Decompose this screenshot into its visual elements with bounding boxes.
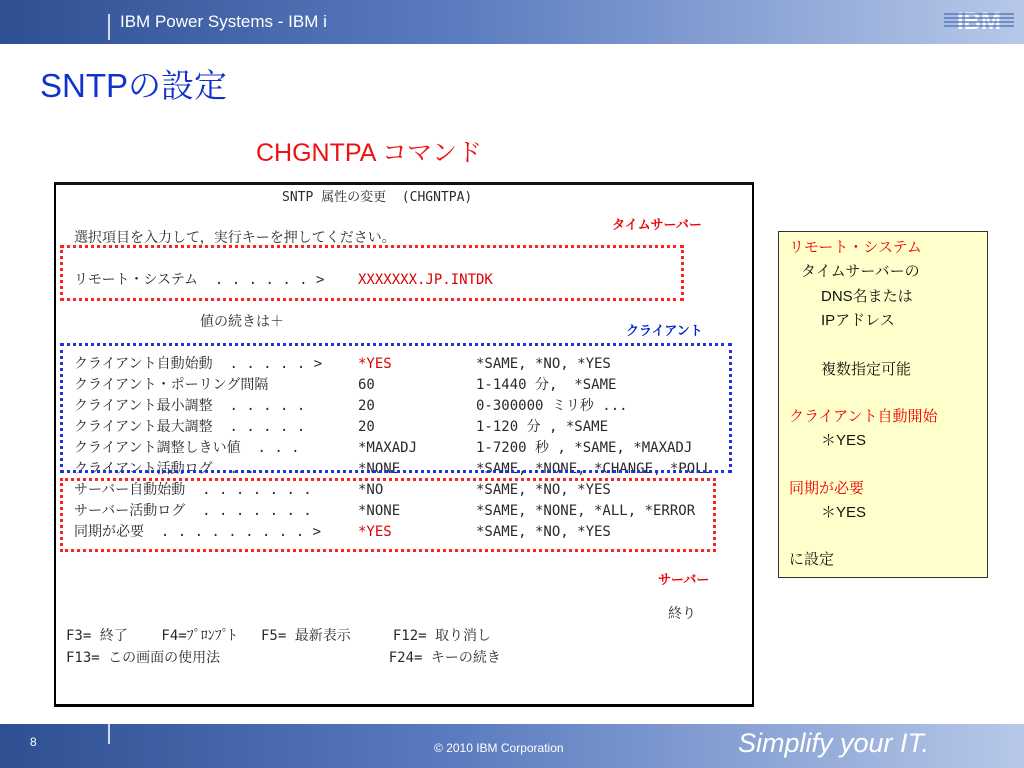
server-annotation: サーバー [658,572,710,587]
param-label: クライアント調整しきい値 . . . [74,440,300,456]
function-keys-row1[interactable]: F3= 終了 F4=ﾌﾟﾛﾝﾌﾟﾄ F5= 最新表示 F12= 取り消し [66,628,492,644]
end-indicator: 終り [668,606,696,622]
param-label: クライアント自動始動 . . . . . > [74,356,323,372]
remote-system-value[interactable]: XXXXXXX.JP.INTDK [358,272,493,288]
header-divider [108,14,110,40]
ibm-logo-text: IBM [957,8,1001,34]
param-value[interactable]: *NONE [358,503,401,519]
note-box [778,231,988,578]
remote-system-label: リモート・システム . . . . . . > [74,272,325,288]
note-yes-1: ＊YES [821,432,867,449]
header-title: IBM Power Systems - IBM i [120,12,327,31]
page-number: 8 [30,735,37,749]
param-label: クライアント活動ログ . . . . . [74,461,306,477]
param-label: クライアント・ポーリング間隔 [74,377,269,393]
note-dns-name: DNS名または [821,288,913,305]
note-yes-2: ＊YES [821,504,867,521]
note-sync-required: 同期が必要 [789,480,865,497]
note-client-autostart: クライアント自動開始 [789,408,938,425]
param-label: サーバー自動始動 . . . . . . . [74,482,312,498]
param-label: クライアント最小調整 . . . . . [74,398,306,414]
note-time-server: タイムサーバーの [801,263,920,280]
continued-indicator: 値の続きは＋ [200,314,284,330]
param-choices: *SAME, *NO, *YES [476,524,611,540]
param-choices: *SAME, *NONE, *ALL, *ERROR [476,503,696,519]
param-value[interactable]: *YES [358,356,392,372]
param-choices: 1-1440 分, *SAME [476,377,617,393]
note-remote-system: リモート・システム [789,239,922,256]
time-server-highlight [60,245,684,301]
note-ip-address: IPアドレス [821,312,895,329]
param-choices: *SAME, *NO, *YES [476,356,611,372]
footer-band [0,724,1024,768]
param-value[interactable]: *MAXADJ [358,440,418,456]
param-choices: *SAME, *NONE, *CHANGE, *POLL [476,461,713,477]
function-keys-row2[interactable]: F13= この画面の使用法 F24= キーの続き [66,650,501,666]
param-label: サーバー活動ログ . . . . . . . [74,503,312,519]
screen-title: SNTP 属性の変更 (CHGNTPA) [282,190,473,205]
ibm-logo [944,8,1014,34]
server-highlight [60,478,716,552]
note-multiple: 複数指定可能 [821,361,912,378]
param-value[interactable]: *YES [358,524,392,540]
param-value[interactable]: *NONE [358,461,401,477]
param-value[interactable]: 60 [358,377,375,393]
screen-instruction: 選択項目を入力して，実行キーを押してください。 [74,230,396,246]
client-annotation: クライアント [626,323,703,338]
time-server-annotation: タイムサーバー [612,217,702,232]
slide-subtitle: CHGNTPA コマンド [256,139,482,167]
copyright: © 2010 IBM Corporation [434,741,564,755]
param-choices: *SAME, *NO, *YES [476,482,611,498]
param-label: クライアント最大調整 . . . . . [74,419,306,435]
client-highlight [60,343,732,473]
slide-title: SNTPの設定 [40,67,228,104]
param-choices: 1-120 分 , *SAME [476,419,609,435]
param-choices: 0-300000 ミリ秒 ... [476,398,628,414]
param-value[interactable]: 20 [358,419,375,435]
param-label: 同期が必要 . . . . . . . . . > [74,524,322,540]
note-set-to: に設定 [789,551,835,568]
header-band [0,0,1024,44]
footer-divider [108,724,110,744]
param-choices: 1-7200 秒 , *SAME, *MAXADJ [476,440,693,456]
param-value[interactable]: 20 [358,398,375,414]
param-value[interactable]: *NO [358,482,384,498]
slogan: Simplify your IT. [738,728,930,758]
